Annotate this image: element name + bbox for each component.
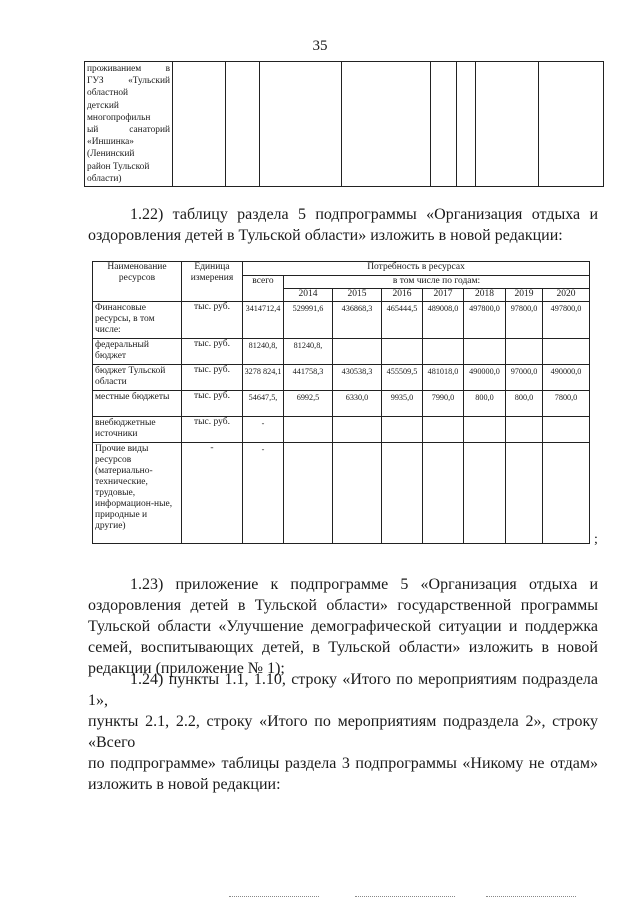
paragraph-1-22 (88, 204, 598, 246)
row-value: 497800,0 (464, 302, 506, 339)
continuation-first-cell (85, 62, 173, 187)
page-number: 35 (312, 38, 328, 54)
row-value (423, 417, 464, 443)
paragraph-line: изложить в новой редакции: (88, 776, 281, 793)
text-line: ый санаторий (87, 125, 170, 136)
row-value (382, 443, 423, 544)
row-unit: тыс. руб. (182, 391, 243, 417)
text-line: областной (87, 88, 129, 99)
empty-cell (173, 62, 226, 187)
paragraph-line: по подпрограмме» таблицы раздела 3 подпрограммы «Никому не отдам» (88, 755, 598, 772)
row-value (284, 443, 333, 544)
paragraph-line: семей, воспитывающих детей, в Тульской области» изложить в новой (88, 639, 598, 656)
row-unit: тыс. руб. (182, 302, 243, 339)
paragraph-line: 1.22) таблицу раздела 5 подпрограммы «Организация отдыха и (130, 206, 598, 223)
row-value (284, 417, 333, 443)
text-line: район Тульской (87, 161, 150, 172)
row-value: 455509,5 (382, 365, 423, 391)
row-value: 6330,0 (333, 391, 382, 417)
row-value: 490000,0 (464, 365, 506, 391)
text-line: многопрофильн (87, 112, 151, 123)
row-unit: тыс. руб. (182, 365, 243, 391)
row-value: 465444,5 (382, 302, 423, 339)
text-line: ГУЗ «Тульский (87, 76, 170, 87)
row-value (333, 417, 382, 443)
row-total: 3414712,4 (243, 302, 284, 339)
row-value (423, 443, 464, 544)
scan-artifact-line (486, 896, 576, 898)
empty-cell (226, 62, 260, 187)
row-name: местные бюджеты (93, 391, 182, 417)
row-value (543, 443, 590, 544)
paragraph-line: Тульской области «Улучшение демографической ситуации и поддержка (88, 618, 598, 635)
row-value (543, 339, 590, 365)
row-value (506, 339, 543, 365)
row-total: 54647,5, (243, 391, 284, 417)
row-value: 436868,3 (333, 302, 382, 339)
year-header: 2018 (464, 289, 506, 302)
year-header: 2016 (382, 289, 423, 302)
paragraph-line: оздоровления детей в Тульской области» государственной программы (88, 597, 598, 614)
year-header: 2020 (543, 289, 590, 302)
semicolon: ; (594, 532, 598, 547)
row-name: Прочие виды ресурсов (материально-технические, трудовые, информацион-ные, природные и другие) (93, 443, 182, 544)
paragraph-line: 1.23) приложение к подпрограмме 5 «Организация отдыха и (130, 576, 598, 593)
row-value (543, 417, 590, 443)
empty-cell (457, 62, 476, 187)
table-row (93, 417, 590, 443)
paragraph-line: оздоровления детей в Тульской области» изложить в новой редакции: (88, 227, 563, 244)
row-unit: тыс. руб. (182, 417, 243, 443)
row-total: - (243, 443, 284, 544)
row-value (333, 339, 382, 365)
row-value (382, 339, 423, 365)
row-unit: - (182, 443, 243, 544)
row-value (506, 443, 543, 544)
table-row (93, 339, 590, 365)
empty-cell (431, 62, 457, 187)
scan-artifact-line (229, 896, 319, 898)
header-by-years: в том числе по годам: (284, 276, 590, 289)
row-value: 7800,0 (543, 391, 590, 417)
row-value: 7990,0 (423, 391, 464, 417)
row-value: 497800,0 (543, 302, 590, 339)
row-name: бюджет Тульской области (93, 365, 182, 391)
row-value (464, 339, 506, 365)
empty-cell (342, 62, 431, 187)
row-value (464, 417, 506, 443)
row-value (333, 443, 382, 544)
header-unit: Единица измерения (182, 262, 243, 302)
paragraph-line: 1.24) пункты 1.1, 1.10, строку «Итого по мероприятиям подраздела 1», (88, 671, 598, 709)
empty-cell (476, 62, 539, 187)
row-value: 6992,5 (284, 391, 333, 417)
row-value: 97800,0 (506, 302, 543, 339)
table-row (93, 391, 590, 417)
header-name: Наименование ресурсов (93, 262, 182, 302)
row-name: федеральный бюджет (93, 339, 182, 365)
row-value: 529991,6 (284, 302, 333, 339)
empty-cell (260, 62, 342, 187)
year-header: 2017 (423, 289, 464, 302)
row-total: 81240,8, (243, 339, 284, 365)
year-header: 2019 (506, 289, 543, 302)
row-unit: тыс. руб. (182, 339, 243, 365)
paragraph-line: редакции (приложение № 1); (88, 660, 285, 677)
row-value (464, 443, 506, 544)
row-value: 97000,0 (506, 365, 543, 391)
text-line: области) (87, 173, 122, 184)
table-row (93, 365, 590, 391)
scan-artifact-line (355, 896, 455, 898)
row-value: 441758,3 (284, 365, 333, 391)
row-value: 430538,3 (333, 365, 382, 391)
text-line: (Ленинский (87, 149, 135, 160)
row-value: 490000,0 (543, 365, 590, 391)
text-line: «Иншинка» (87, 137, 134, 148)
year-header: 2015 (333, 289, 382, 302)
row-total: 3278 824,1 (243, 365, 284, 391)
row-total: - (243, 417, 284, 443)
table-row (93, 302, 590, 339)
row-value (382, 417, 423, 443)
row-value: 9935,0 (382, 391, 423, 417)
row-name: внебюджетные источники (93, 417, 182, 443)
text-line: детский (87, 100, 119, 111)
row-value (423, 339, 464, 365)
resources-table (92, 261, 590, 544)
year-header: 2014 (284, 289, 333, 302)
paragraph-1-24 (88, 669, 598, 795)
header-need: Потребность в ресурсах (243, 262, 590, 276)
row-value: 81240,8, (284, 339, 333, 365)
empty-cell (539, 62, 604, 187)
row-value (506, 417, 543, 443)
table-row (93, 443, 590, 544)
row-value: 489008,0 (423, 302, 464, 339)
row-name: Финансовые ресурсы, в том числе: (93, 302, 182, 339)
row-value: 800,0 (464, 391, 506, 417)
paragraph-line: пункты 2.1, 2.2, строку «Итого по мероприятиям подраздела 2», строку «Всего (88, 713, 598, 751)
header-total: всего (243, 276, 284, 302)
row-value: 800,0 (506, 391, 543, 417)
paragraph-1-23 (88, 574, 598, 679)
continuation-table (84, 61, 604, 187)
row-value: 481018,0 (423, 365, 464, 391)
text-line: проживанием в (87, 64, 170, 74)
